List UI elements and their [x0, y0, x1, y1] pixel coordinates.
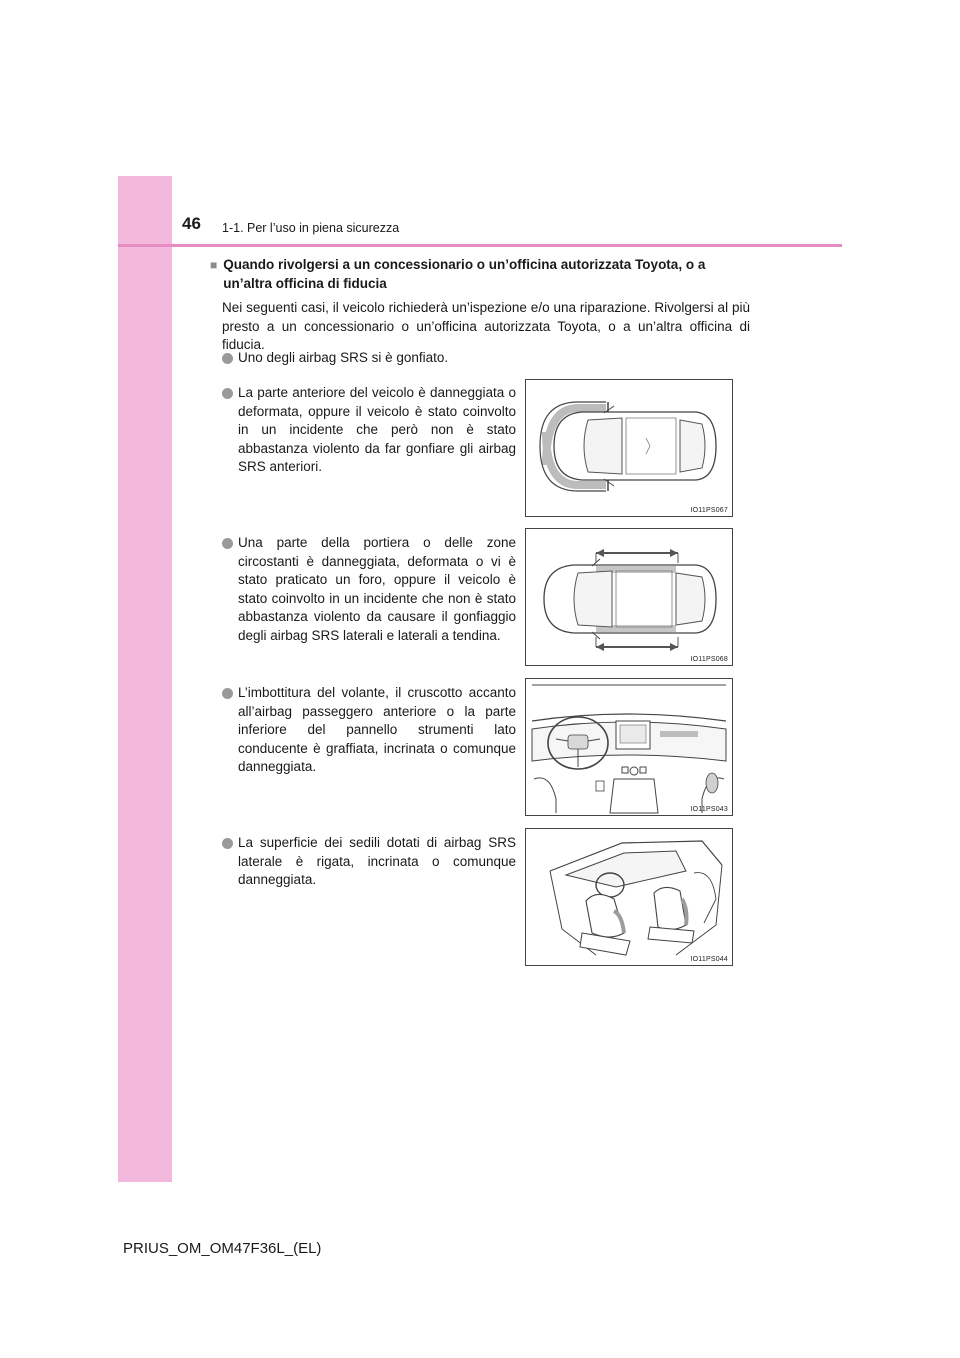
list-item: [222, 684, 516, 777]
round-bullet-icon: [222, 538, 233, 549]
figure-seats: [525, 828, 733, 966]
list-item-text: La parte anteriore del veicolo è danneggiata o deformata, oppure il veicolo è stato coinvolto in un incidente che però non è stato abbastanza violento da far gonfiare gli airbag SRS anteriori.: [238, 385, 516, 475]
header-divider: [118, 244, 842, 247]
car-top-view-side-illustration: [526, 529, 732, 665]
car-top-view-front-illustration: [526, 380, 732, 516]
square-bullet-icon: ■: [210, 258, 218, 272]
figure-code: IO11PS067: [690, 507, 728, 514]
list-item-text: Una parte della portiera o delle zone circostanti è danneggiata, deformata o vi è stato praticato un foro, oppure il veicolo è stato coinvolto in un incidente che non è stato abbastanza violento da causare il gonfiaggio degli airbag SRS laterali e laterali a tendina.: [238, 535, 516, 643]
round-bullet-icon: [222, 388, 233, 399]
figure-code: IO11PS044: [690, 956, 728, 963]
list-item-text: Uno degli airbag SRS si è gonfiato.: [238, 350, 449, 365]
main-content: [210, 256, 750, 355]
heading-text: Quando rivolgersi a un concessionario o un’officina autorizzata Toyota, o a un’altra officina di fiducia: [223, 257, 706, 291]
round-bullet-icon: [222, 353, 233, 364]
list-item: [222, 534, 516, 646]
car-interior-seats-illustration: [526, 829, 732, 965]
dashboard-illustration: [526, 679, 732, 815]
figure-dashboard: [525, 678, 733, 816]
document-code: PRIUS_OM_OM47F36L_(EL): [123, 1240, 322, 1257]
side-tab-band: [118, 176, 172, 1182]
figure-code: IO11PS068: [690, 656, 728, 663]
section-heading: [210, 256, 750, 293]
round-bullet-icon: [222, 688, 233, 699]
list-item-text: L’imbottitura del volante, il cruscotto accanto all’airbag passeggero anteriore o la parte inferiore del pannello strumenti lato conducente è graffiata, incrinata o comunque danneggiata.: [238, 685, 516, 775]
list-item: [222, 834, 516, 890]
list-item: [222, 384, 516, 477]
round-bullet-icon: [222, 838, 233, 849]
section-title: 1-1. Per l’uso in piena sicurezza: [222, 221, 400, 235]
intro-paragraph: Nei seguenti casi, il veicolo richiederà un’ispezione e/o una riparazione. Rivolgersi al più presto a un concessionario o un’officina autorizzata Toyota, o a un’altra officina di fiducia.: [222, 300, 750, 353]
figure-car-side-damage: [525, 528, 733, 666]
list-item: [222, 349, 522, 368]
figure-code: IO11PS043: [690, 806, 728, 813]
page-number: 46: [182, 214, 201, 233]
list-item-text: La superficie dei sedili dotati di airbag SRS laterale è rigata, incrinata o comunque danneggiata.: [238, 835, 516, 888]
figure-car-front-damage: [525, 379, 733, 517]
